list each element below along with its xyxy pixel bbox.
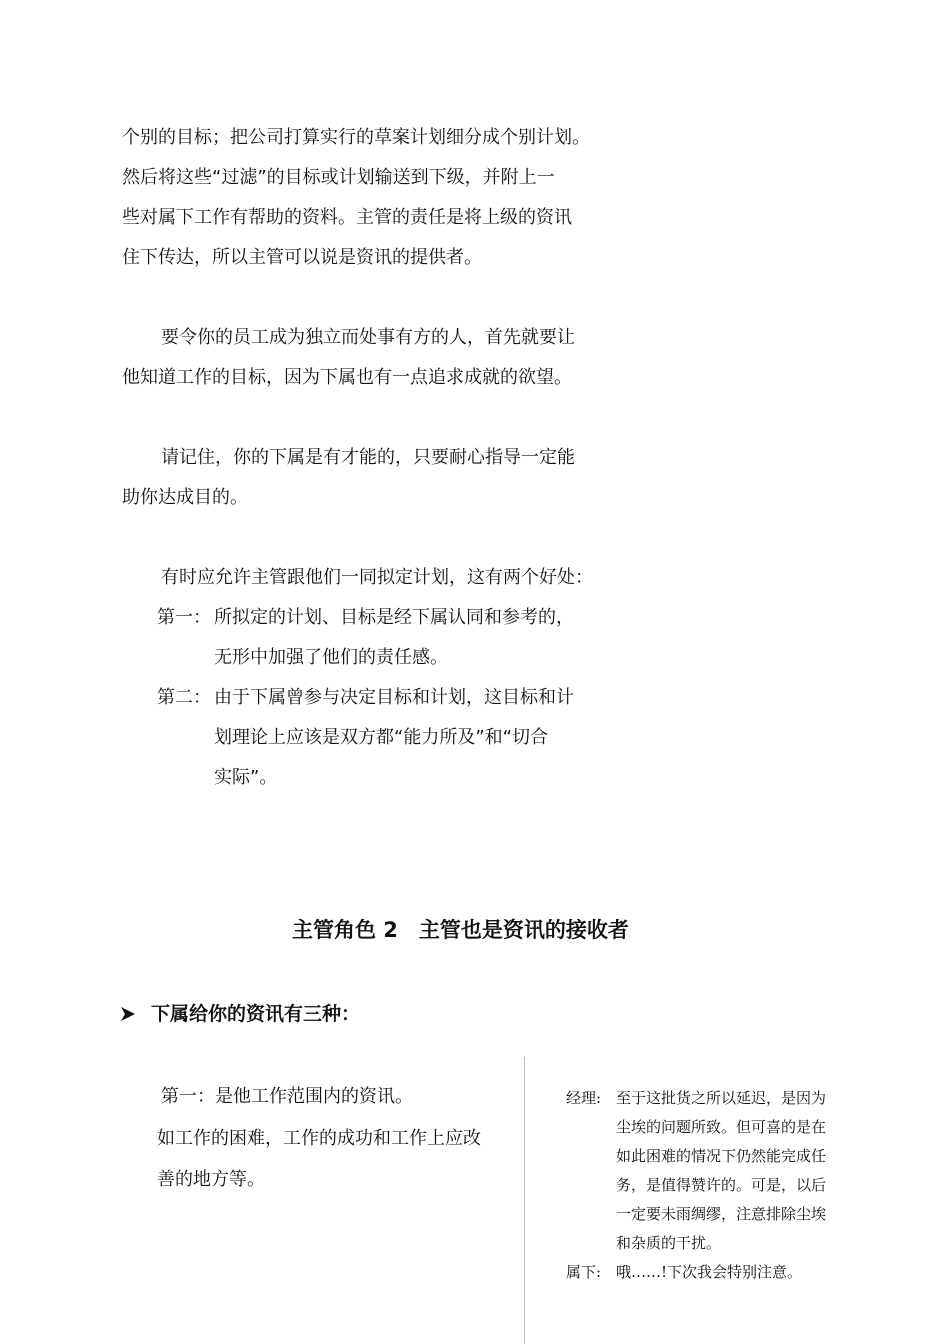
column-divider bbox=[524, 1057, 525, 1344]
intro-line: 些对属下工作有帮助的资料。主管的责任是将上级的资讯 bbox=[122, 207, 572, 228]
paragraph-lead: 有时应允许主管跟他们一同拟定计划，这有两个好处： bbox=[161, 567, 593, 588]
dialog-line: 哦……!下次我会特别注意。 bbox=[616, 1263, 803, 1281]
paragraph-line: 助你达成目的。 bbox=[122, 487, 248, 508]
dialog-speaker-label: 经理: bbox=[566, 1089, 602, 1107]
intro-line: 住下传达，所以主管可以说是资讯的提供者。 bbox=[122, 247, 482, 268]
paragraph-line: 要令你的员工成为独立而处事有方的人，首先就要让 bbox=[161, 327, 575, 348]
paragraph-line: 他知道工作的目标，因为下属也有一点追求成就的欲望。 bbox=[122, 367, 572, 388]
intro-line: 个别的目标；把公司打算实行的草案计划细分成个别计划。 bbox=[122, 127, 590, 148]
column-line: 如工作的困难，工作的成功和工作上应改 bbox=[157, 1128, 481, 1149]
list-item-label: 第一： bbox=[157, 607, 211, 628]
intro-line: 然后将这些“过滤”的目标或计划输送到下级，并附上一 bbox=[122, 167, 555, 188]
dialog-line: 一定要未雨绸缪，注意排除尘埃 bbox=[616, 1205, 827, 1223]
arrow-bullet-icon bbox=[121, 1007, 135, 1021]
list-item-line: 划理论上应该是双方都“能力所及”和“切合 bbox=[214, 727, 548, 748]
list-item-line: 无形中加强了他们的责任感。 bbox=[214, 647, 448, 668]
column-line: 第一：是他工作范围内的资讯。 bbox=[161, 1086, 413, 1107]
list-item-label: 第二： bbox=[157, 687, 211, 708]
paragraph-line: 请记住，你的下属是有才能的，只要耐心指导一定能 bbox=[161, 447, 575, 468]
column-line: 善的地方等。 bbox=[157, 1169, 265, 1190]
bullet-heading: 下属给你的资讯有三种： bbox=[151, 1003, 361, 1025]
dialog-line: 尘埃的问题所致。但可喜的是在 bbox=[616, 1118, 827, 1136]
dialog-line: 至于这批货之所以延迟，是因为 bbox=[616, 1089, 827, 1107]
section-title: 主管角色 2 主管也是资讯的接收者 bbox=[292, 918, 629, 942]
dialog-line: 如此困难的情况下仍然能完成任 bbox=[616, 1147, 827, 1165]
list-item-line: 所拟定的计划、目标是经下属认同和参考的， bbox=[214, 607, 574, 628]
dialog-line: 务，是值得赞许的。可是，以后 bbox=[616, 1176, 827, 1194]
list-item-line: 实际”。 bbox=[214, 767, 278, 788]
list-item-line: 由于下属曾参与决定目标和计划，这目标和计 bbox=[214, 687, 574, 708]
dialog-speaker-label: 属下: bbox=[566, 1263, 602, 1281]
dialog-line: 和杂质的干扰。 bbox=[616, 1234, 722, 1252]
